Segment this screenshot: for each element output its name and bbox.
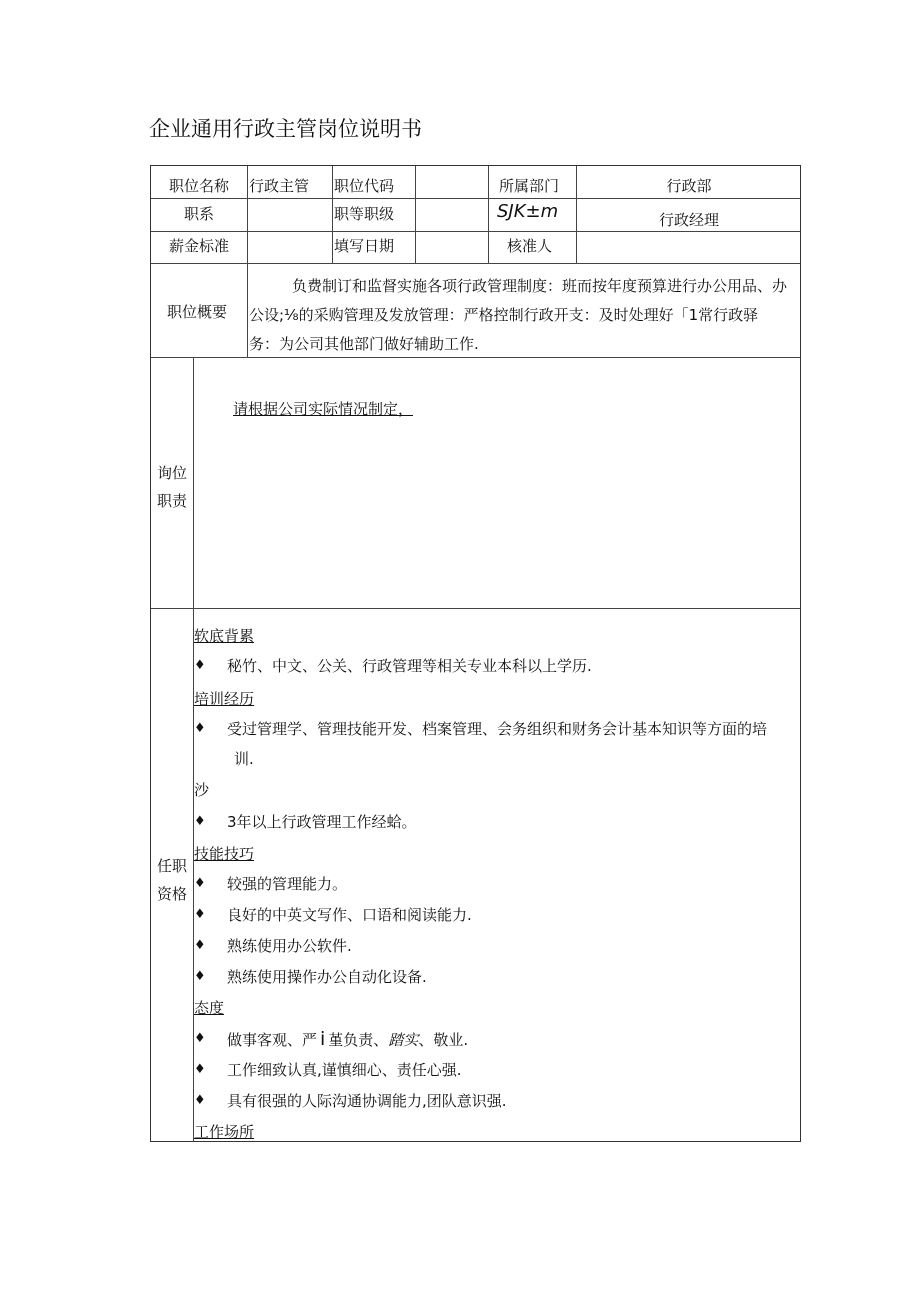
col-divider <box>415 166 416 263</box>
summary-line: 负费制订和监督实施各项行政管理制度：班而按年度预算进行办公用品、办 <box>292 277 788 295</box>
grade-label: 职等职级 <box>334 205 395 223</box>
attitude-item: 具有很强的人际沟通协调能力,团队意识强. <box>227 1092 507 1110</box>
attitude-text: i <box>320 1028 326 1050</box>
attitude-text: 、敬业. <box>418 1031 469 1049</box>
job-description-form <box>150 165 801 1142</box>
bullet-icon: ♦ <box>194 1031 206 1046</box>
summary-line: 务：为公司其他部门做好辅助工作. <box>249 335 479 353</box>
col-divider <box>193 357 194 1141</box>
department-label: 所属部门 <box>499 177 560 195</box>
department-value: 行政部 <box>666 177 712 195</box>
col-divider <box>488 166 489 263</box>
experience-item: 3年以上行政管理工作经蛤。 <box>227 813 417 831</box>
row-divider <box>151 608 800 609</box>
attitude-item: 工作细致认真,谨慎细心、责任心强. <box>227 1061 462 1079</box>
bullet-icon: ♦ <box>194 969 206 984</box>
position-name-label: 职位名称 <box>169 177 230 195</box>
document-title: 企业通用行政主管岗位说明书 <box>149 117 422 141</box>
summary-text <box>249 272 799 359</box>
training-heading: 培训经历 <box>194 690 255 708</box>
position-name-value: 行政主管 <box>249 177 310 195</box>
attitude-text: 堇负责、 <box>328 1031 389 1049</box>
bullet-icon: ♦ <box>194 1093 206 1108</box>
training-item-continuation: 训. <box>234 750 254 768</box>
training-item: 受过管理学、管理技能开发、档案管理、会务组织和财务会计基本知识等方面的培 <box>227 720 768 738</box>
qualifications-label-line2: 资格 <box>156 885 187 903</box>
row-divider <box>151 263 800 264</box>
bullet-icon: ♦ <box>194 907 206 922</box>
row-divider <box>151 198 800 199</box>
attitude-heading: 态度 <box>194 999 225 1017</box>
skills-item: 熟练使用办公软件. <box>227 937 352 955</box>
workplace-heading: 工作场所 <box>194 1123 255 1141</box>
position-code-label: 职位代码 <box>334 177 395 195</box>
attitude-text: 做事客观、严 <box>227 1031 318 1049</box>
experience-heading: 沙 <box>194 781 210 799</box>
summary-line: 公设;⅛的采购管理及发放管理：严格控制行政开支：及时处理好「1常行政驿 <box>249 306 759 324</box>
duties-note: 请根据公司实际情况制定， <box>233 400 414 418</box>
skills-item: 良好的中英文写作、口语和阅读能力. <box>227 906 472 924</box>
duties-label-line2: 职责 <box>156 492 187 510</box>
attitude-text: 踏实 <box>388 1031 419 1049</box>
col-divider <box>247 166 248 357</box>
bullet-icon: ♦ <box>194 814 206 829</box>
education-item: 秘竹、中文、公关、行政管理等相关专业本科以上学历. <box>227 657 592 675</box>
bullet-icon: ♦ <box>194 658 206 673</box>
bullet-icon: ♦ <box>194 721 206 736</box>
duties-label <box>151 459 193 515</box>
superior-label: SJK±m <box>497 201 559 222</box>
summary-label: 职位概要 <box>167 303 228 321</box>
skills-item: 较强的管理能力。 <box>227 875 348 893</box>
qualifications-label-line1: 任职 <box>156 857 187 875</box>
attitude-item <box>227 1029 468 1050</box>
col-divider <box>332 166 333 263</box>
fill-date-label: 填写日期 <box>334 237 395 255</box>
duties-label-line1: 询位 <box>156 464 187 482</box>
bullet-icon: ♦ <box>194 938 206 953</box>
education-heading: 软底背累 <box>194 627 255 645</box>
series-label: 职系 <box>184 205 215 223</box>
salary-label: 薪金标准 <box>169 237 230 255</box>
approver-label: 核准人 <box>507 237 553 255</box>
qualifications-label <box>151 852 193 908</box>
skills-item: 熟练使用操作办公自动化设备. <box>227 968 427 986</box>
bullet-icon: ♦ <box>194 876 206 891</box>
superior-value: 行政经理 <box>658 211 719 229</box>
skills-heading: 技能技巧 <box>194 845 255 863</box>
bullet-icon: ♦ <box>194 1062 206 1077</box>
row-divider <box>151 231 800 232</box>
